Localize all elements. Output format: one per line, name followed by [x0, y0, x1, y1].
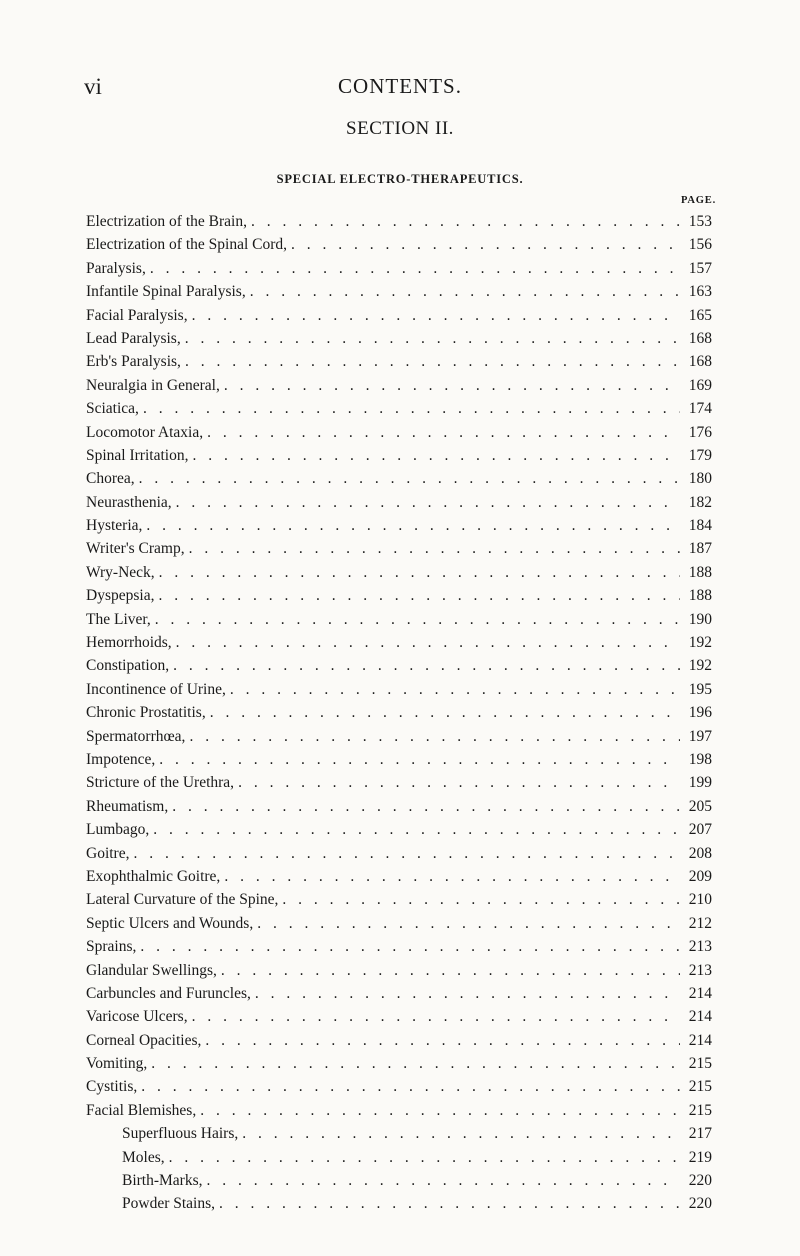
- dot-leader: [158, 587, 680, 605]
- toc-entry-page: 188: [688, 563, 712, 581]
- toc-entry-page: 220: [688, 1195, 712, 1213]
- dot-leader: [210, 704, 680, 722]
- toc-entry-title: Spinal Irritation,: [86, 446, 189, 464]
- toc-entry-title: Rheumatism,: [86, 797, 169, 815]
- toc-entry-page: 210: [688, 891, 712, 909]
- toc-entry: [86, 377, 712, 400]
- page-column-label: PAGE.: [680, 195, 716, 206]
- toc-entry-page: 165: [688, 306, 712, 324]
- toc-entry-title: Chorea,: [86, 470, 135, 488]
- toc-entry-title: Lateral Curvature of the Spine,: [86, 891, 279, 909]
- toc-entry: [86, 1102, 712, 1125]
- toc-entry: [86, 938, 712, 961]
- toc-entry-title: Dyspepsia,: [86, 587, 155, 605]
- toc-entry-page: 168: [688, 353, 712, 371]
- toc-entry-page: 215: [688, 1078, 712, 1096]
- toc-entry: [86, 587, 712, 610]
- toc-entry-page: 163: [688, 283, 712, 301]
- dot-leader: [172, 798, 680, 816]
- dot-leader: [200, 1102, 680, 1120]
- toc-entry: [86, 821, 712, 844]
- toc-entry: [86, 1055, 712, 1078]
- toc-entry-title: Infantile Spinal Paralysis,: [86, 283, 246, 301]
- dot-leader: [159, 564, 680, 582]
- toc-entry: [86, 330, 712, 353]
- dot-leader: [282, 891, 680, 909]
- dot-leader: [205, 1032, 680, 1050]
- toc-entry: [86, 657, 712, 680]
- toc-entry-title: Corneal Opacities,: [86, 1031, 202, 1049]
- toc-entry: [86, 494, 712, 517]
- toc-entry-title: Electrization of the Brain,: [86, 213, 247, 230]
- toc-entry: [86, 704, 712, 727]
- toc-entry: [86, 915, 712, 938]
- dot-leader: [224, 377, 680, 395]
- toc-entry-title: Neuralgia in General,: [86, 376, 220, 394]
- toc-entry-title: Electrization of the Spinal Cord,: [86, 236, 288, 254]
- toc-entry-page: 190: [688, 610, 712, 628]
- dot-leader: [291, 236, 680, 254]
- toc-entry: [86, 236, 712, 259]
- toc-entry: [86, 1078, 712, 1101]
- toc-entry-page: 205: [688, 797, 712, 815]
- toc-entry-page: 207: [688, 821, 712, 839]
- toc-entry: [86, 1195, 712, 1218]
- dot-leader: [257, 915, 680, 933]
- toc-entry: [86, 1172, 712, 1195]
- toc-entry-title: Facial Blemishes,: [86, 1101, 197, 1119]
- toc-entry: [86, 470, 712, 493]
- toc-entry: [86, 540, 712, 563]
- toc-entry-title: Sprains,: [86, 938, 137, 956]
- dot-leader: [173, 657, 680, 675]
- toc-entry-page: 212: [688, 914, 712, 932]
- toc-entry-title: Locomotor Ataxia,: [86, 423, 204, 441]
- dot-leader: [242, 1125, 680, 1143]
- toc-entry-page: 213: [688, 961, 712, 979]
- toc-entry: [86, 891, 712, 914]
- toc-entry-page: 220: [688, 1172, 712, 1190]
- toc-entry: [86, 774, 712, 797]
- toc-entry: [86, 1008, 712, 1031]
- toc-entry-title: Facial Paralysis,: [86, 306, 188, 324]
- dot-leader: [151, 1055, 680, 1073]
- toc-entry-page: 174: [688, 400, 712, 418]
- page-number: vi: [84, 74, 102, 99]
- toc-entry: [86, 447, 712, 470]
- dot-leader: [221, 962, 680, 980]
- toc-entry-page: 168: [688, 329, 712, 347]
- dot-leader: [192, 1008, 680, 1026]
- dot-leader: [139, 470, 680, 488]
- dot-leader: [255, 985, 680, 1003]
- toc-entry-page: 219: [688, 1148, 712, 1166]
- dot-leader: [250, 283, 680, 301]
- toc-entry-title: Cystitis,: [86, 1078, 138, 1096]
- dot-leader: [143, 400, 680, 418]
- toc-entry-title: Hemorrhoids,: [86, 634, 172, 652]
- toc-entry: [86, 283, 712, 306]
- dot-leader: [140, 938, 680, 956]
- toc-entry-title: Glandular Swellings,: [86, 961, 217, 979]
- section-subtitle: SPECIAL ELECTRO-THERAPEUTICS.: [276, 172, 524, 186]
- toc-entry: [86, 985, 712, 1008]
- dot-leader: [150, 260, 680, 278]
- toc-entry-page: 188: [688, 587, 712, 605]
- toc-entry-page: 180: [688, 470, 712, 488]
- dot-leader: [155, 611, 680, 629]
- toc-entry-title: Goitre,: [86, 844, 130, 862]
- toc-entry: [86, 868, 712, 891]
- toc-entry: [86, 681, 712, 704]
- toc-entry-page: 156: [688, 236, 712, 254]
- dot-leader: [159, 751, 680, 769]
- toc-entry-title: Birth-Marks,: [122, 1172, 203, 1190]
- dot-leader: [185, 353, 680, 371]
- toc-entry-title: Neurasthenia,: [86, 493, 172, 511]
- toc-entry: [86, 751, 712, 774]
- toc-entry-page: 179: [688, 446, 712, 464]
- toc-entry: [86, 307, 712, 330]
- toc-entry-title: Vomiting,: [86, 1055, 148, 1073]
- dot-leader: [141, 1078, 680, 1096]
- toc-entry: [86, 798, 712, 821]
- toc-entry-title: Septic Ulcers and Wounds,: [86, 914, 254, 932]
- toc-entry-title: Superfluous Hairs,: [122, 1125, 239, 1143]
- toc-entry-page: 215: [688, 1055, 712, 1073]
- toc-entry-page: 217: [688, 1125, 712, 1143]
- toc-entry-title: Incontinence of Urine,: [86, 680, 226, 698]
- toc-entry-page: 197: [688, 727, 712, 745]
- toc-entry-title: Powder Stains,: [122, 1195, 215, 1213]
- dot-leader: [176, 494, 680, 512]
- toc-entry-page: 195: [688, 680, 712, 698]
- toc-entry: [86, 424, 712, 447]
- toc-entry: [86, 634, 712, 657]
- toc-entry-page: 215: [688, 1101, 712, 1119]
- dot-leader: [189, 728, 680, 746]
- dot-leader: [153, 821, 680, 839]
- toc-entry-title: Writer's Cramp,: [86, 540, 185, 558]
- toc-entry-page: 182: [688, 493, 712, 511]
- toc-entry-page: 192: [688, 657, 712, 675]
- running-head: CONTENTS.: [338, 74, 462, 98]
- toc-entry-page: 213: [688, 938, 712, 956]
- toc-entry-title: Lead Paralysis,: [86, 329, 181, 347]
- toc-entry: [86, 353, 712, 376]
- toc-entry-page: 157: [688, 259, 712, 277]
- toc-entry-page: 214: [688, 1008, 712, 1026]
- toc-entry-title: Paralysis,: [86, 259, 146, 277]
- toc-entry-title: Impotence,: [86, 750, 156, 768]
- toc-entry-page: 169: [688, 376, 712, 394]
- toc-entry-page: 153: [688, 213, 712, 230]
- toc-entry-page: 196: [688, 704, 712, 722]
- table-of-contents: [86, 213, 712, 1219]
- toc-entry: [86, 213, 712, 236]
- toc-entry-page: 208: [688, 844, 712, 862]
- dot-leader: [192, 307, 680, 325]
- dot-leader: [146, 517, 680, 535]
- toc-entry-title: Spermatorrhœa,: [86, 727, 186, 745]
- toc-entry: [86, 1032, 712, 1055]
- dot-leader: [219, 1195, 680, 1213]
- dot-leader: [176, 634, 680, 652]
- dot-leader: [185, 330, 680, 348]
- toc-entry: [86, 400, 712, 423]
- toc-entry-title: Sciatica,: [86, 400, 139, 418]
- toc-entry-title: Hysteria,: [86, 517, 143, 535]
- toc-entry: [86, 1149, 712, 1172]
- toc-entry-page: 209: [688, 867, 712, 885]
- toc-entry-title: Erb's Paralysis,: [86, 353, 181, 371]
- toc-entry: [86, 611, 712, 634]
- toc-entry-page: 214: [688, 984, 712, 1002]
- toc-entry-title: Chronic Prostatitis,: [86, 704, 206, 722]
- toc-entry-page: 176: [688, 423, 712, 441]
- toc-entry: [86, 517, 712, 540]
- toc-entry-page: 184: [688, 517, 712, 535]
- toc-entry-title: Stricture of the Urethra,: [86, 774, 235, 792]
- toc-entry-title: Moles,: [122, 1148, 165, 1166]
- toc-entry-page: 199: [688, 774, 712, 792]
- dot-leader: [169, 1149, 680, 1167]
- dot-leader: [207, 424, 680, 442]
- dot-leader: [207, 1172, 680, 1190]
- toc-entry-page: 214: [688, 1031, 712, 1049]
- toc-entry-page: 187: [688, 540, 712, 558]
- toc-entry-title: Carbuncles and Furuncles,: [86, 984, 251, 1002]
- dot-leader: [189, 540, 680, 558]
- toc-entry: [86, 845, 712, 868]
- toc-entry-title: Wry-Neck,: [86, 563, 155, 581]
- toc-entry: [86, 728, 712, 751]
- dot-leader: [238, 774, 680, 792]
- toc-entry: [86, 962, 712, 985]
- toc-entry-title: Varicose Ulcers,: [86, 1008, 188, 1026]
- dot-leader: [230, 681, 680, 699]
- toc-entry-title: The Liver,: [86, 610, 151, 628]
- section-title: SECTION II.: [346, 118, 454, 139]
- toc-entry: [86, 260, 712, 283]
- toc-entry-page: 192: [688, 634, 712, 652]
- toc-entry-title: Constipation,: [86, 657, 170, 675]
- dot-leader: [224, 868, 680, 886]
- dot-leader: [251, 213, 680, 231]
- toc-entry: [86, 564, 712, 587]
- dot-leader: [133, 845, 680, 863]
- dot-leader: [192, 447, 680, 465]
- toc-entry: [86, 1125, 712, 1148]
- toc-entry-page: 198: [688, 750, 712, 768]
- toc-entry-title: Lumbago,: [86, 821, 150, 839]
- toc-entry-title: Exophthalmic Goitre,: [86, 867, 221, 885]
